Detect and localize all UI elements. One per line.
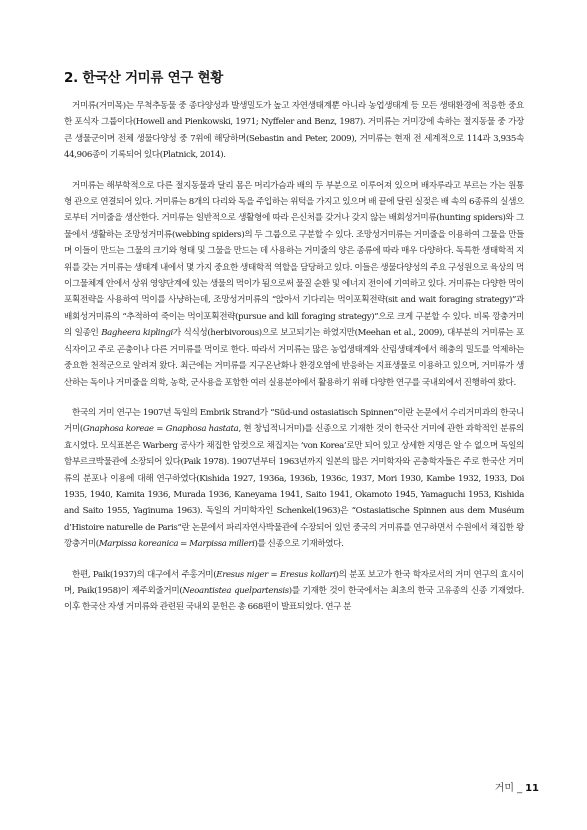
page-number: 11 xyxy=(525,783,539,794)
page-footer xyxy=(495,779,539,794)
scientific-name: Gnaphosa koreae = Gnaphosa hastata xyxy=(82,424,239,435)
footer-separator: _ xyxy=(517,783,523,794)
section-title: 2. 한국산 거미류 연구 현황 xyxy=(64,70,223,86)
paragraph-intro: 거미류(거미목)는 무척추동물 중 종다양성과 발생밀도가 높고 자연생태계뿐 아니라 농업생태계 등 모든 생태환경에 적응한 중요한 포식자 그룹이다(Howell and Pienkowski, 1971; Nyffeler and Benz, 1987). 거미류는 거미강에 속하는 절지동물 중 가장 큰 생물군이며 전체 생물다양성 중 7위에 해당하며(Sebastin and Peter, 2009), 거미류는 현재 전 세계적으로 114과 3,935속 44,906종이 기록되어 있다(Platnick, 2014). xyxy=(64,101,524,161)
scientific-name: Bagheera kiplingi xyxy=(101,328,173,339)
paragraph-research-history: 한국의 거미 연구는 1907년 독일의 Embrik Strand가 “Süd-und ostasiatisch Spinnen”이란 논문에서 수리거미과의 한국니거미(Gnaphosa koreae = Gnaphosa hastata, 현 창넙적니거미)를 신종으로 기재한 것이 한국산 거미에 관한 과학적인 분류의 효시였다. 모식표본은 Warberg 공사가 채집한 암컷으로 채집지는 ‘von Korea’로만 되어 있고 상세한 지명은 알 수 없으며 독일의 함부르크박물관에 소장되어 있다(Paik 1978). 1907년부터 1963년까지 일본의 많은 거미학자와 곤충학자들은 주로 한국산 거미류의 분포나 이용에 대해 연구하였다(Kishida 1927, 1936a, 1936b, 1936c, 1937, Mori 1930, Kambe 1932, 1933, Doi 1935, 1940, Kamita 1936, Murada 1936, Kaneyama 1941, Saito 1941, Okamoto 1945, Yamaguchi 1953, Kishida and Saito 1955, Yaginuma 1963). 독일의 거미학자인 Schenkel(1963)은 “Ostasiatische Spinnen aus dem Muséum d’Histoire naturelle de Paris”란 논문에서 파리자연사박물관에 수장되어 있던 중국의 거미류를 연구하면서 수원에서 채집한 왕깡충거미(Marpissa koreanica = Marpissa milleri)를 신종으로 기재하였다. xyxy=(64,407,524,550)
paragraph-anatomy-ecology: 거미류는 해부학적으로 다른 절지동물과 달리 몸은 머리가슴과 배의 두 부분으로 이루어져 있으며 배자루라고 부르는 가는 원통형 관으로 연결되어 있다. 거미류는 8개의 다리와 독을 주입하는 위턱을 가지고 있으며 배 끝에 달린 실젖은 배 속의 6종류의 실샘으로부터 거미줄을 생산한다. 거미류는 일반적으로 생활형에 따라 은신처를 갖거나 갖지 않는 배회성거미류(hunting spiders)와 그물에서 생활하는 조망성거미류(webbing spiders)의 두 그룹으로 구분할 수 있다. 조망성거미류는 거미줄을 이용하여 그물을 만들며 이들이 만드는 그물의 크기와 형태 및 그물을 만드는 데 사용하는 거미줄의 양은 종류에 따라 매우 다양하다. 독특한 생태학적 지위를 갖는 거미류는 생태계 내에서 몇 가지 중요한 생태학적 역할을 담당하고 있다. 이들은 생물다양성의 주요 구성원으로 육상의 먹이그물체계 안에서 상위 영양단계에 있는 생물의 먹이가 됨으로써 물질 순환 및 에너지 전이에 기여하고 있다. 거미류는 다양한 먹이포획전략을 사용하여 먹이를 사냥하는데, 조망성거미류의 “앉아서 기다리는 먹이포획전략(sit and wait foraging strategy)”과 배회성거미류의 “추적하여 죽이는 먹이포획전략(pursue and kill foraging strategy)”으로 크게 구분할 수 있다. 비록 깡충거미의 일종인 Bagheera kiplingi가 식식성(herbivorous)으로 보고되기는 하였지만(Meehan et al., 2009), 대부분의 거미류는 포식자이고 주로 곤충이나 다른 거미류를 먹이로 한다. 따라서 거미류는 많은 농업생태계와 산림생태계에서 해충의 밀도를 억제하는 중요한 천적군으로 알려져 왔다. 최근에는 거미류를 지구온난화나 환경오염에 반응하는 지표생물로 이용하고 있으며, 거미류가 생산하는 독이나 거미줄을 의학, 농학, 군사용을 포함한 여러 실용분야에서 활용하기 위해 다양한 연구를 국내외에서 진행하여 왔다. xyxy=(64,180,524,388)
scientific-name: Marpissa koreanica = Marpissa milleri xyxy=(98,539,255,550)
footer-label: 거미 xyxy=(494,783,515,794)
scientific-name: Eresus niger = Eresus kollari xyxy=(216,569,336,580)
paragraph-korean-research: 한편, Paik(1937)의 대구에서 주홍거미(Eresus niger = Eresus kollari)의 분포 보고가 한국 학자로서의 거미 연구의 효시이며, Paik(1958)이 제주외줄거미(Neoantistea quelpartensis)를 기재한 것이 한국에서는 최초의 한국 고유종의 신종 기재였다. 이후 한국산 자생 거미류와 관련된 국내외 문헌은 총 668편이 발표되었다. 연구 분 xyxy=(64,569,525,613)
body-text xyxy=(64,98,524,630)
scientific-name: Neoantistea quelpartensis xyxy=(182,585,289,596)
